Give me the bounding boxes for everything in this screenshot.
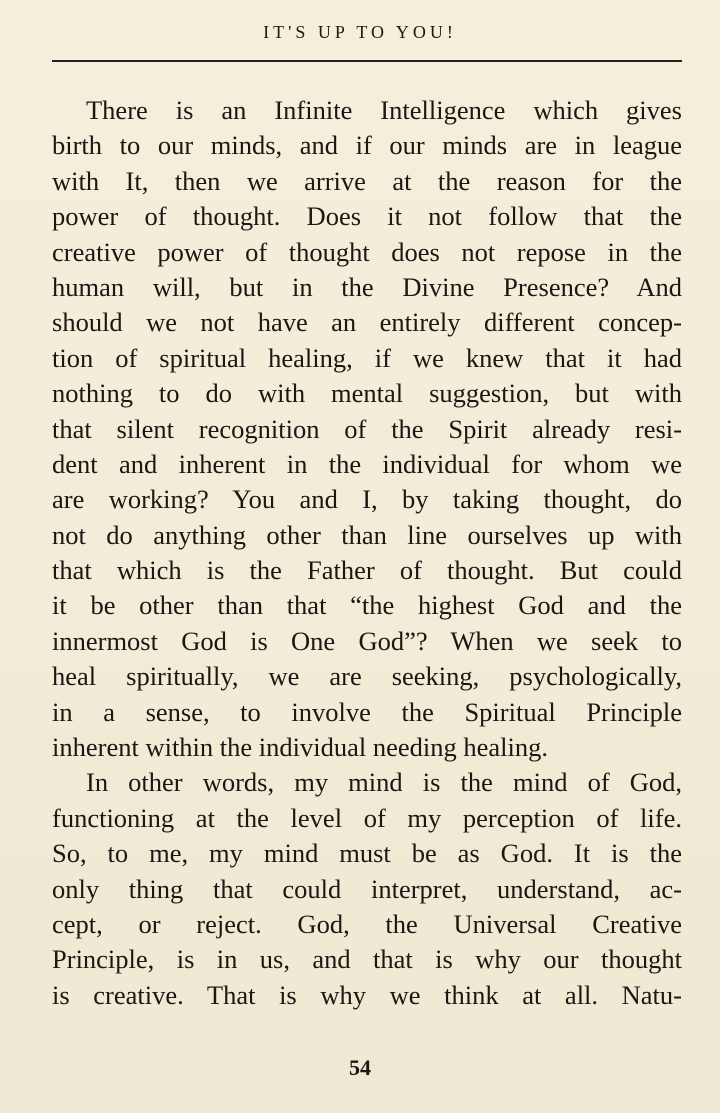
text-line: nothing to do with mental suggestion, but with — [52, 378, 682, 409]
text-line: innermost God is One God”? When we seek to — [52, 625, 682, 656]
text-line: that which is the Father of thought. But could — [52, 555, 682, 586]
text-line: dent and inherent in the individual for whom we — [52, 448, 682, 479]
page-number: 54 — [349, 1055, 371, 1080]
text-line: should we not have an entirely different concep- — [52, 307, 682, 338]
text-line: is creative. That is why we think at all. Natu- — [52, 979, 682, 1010]
text-line: are working? You and I, by taking thought, do — [52, 484, 682, 515]
body-text — [52, 93, 682, 1013]
text-line: human will, but in the Divine Presence? And — [52, 271, 682, 302]
text-line: that silent recognition of the Spirit already resi- — [52, 413, 682, 444]
text-line: heal spiritually, we are seeking, psychologically, — [52, 661, 682, 692]
text-line: cept, or reject. God, the Universal Creative — [52, 908, 682, 939]
text-line: creative power of thought does not repose in the — [52, 236, 682, 267]
text-line: There is an Infinite Intelligence which gives — [86, 95, 682, 125]
text-line: with It, then we arrive at the reason for the — [52, 165, 682, 196]
text-line: In other words, my mind is the mind of God, — [86, 767, 682, 798]
text-line: birth to our minds, and if our minds are in league — [52, 130, 682, 161]
text-line: in a sense, to involve the Spiritual Principle — [52, 696, 682, 727]
running-head: IT'S UP TO YOU! — [263, 22, 457, 42]
text-line: So, to me, my mind must be as God. It is the — [52, 838, 682, 869]
text-line: it be other than that “the highest God and the — [52, 590, 682, 621]
text-line: power of thought. Does it not follow that the — [52, 201, 682, 232]
text-line: Principle, is in us, and that is why our thought — [52, 944, 682, 975]
text-line: tion of spiritual healing, if we knew that it had — [52, 342, 682, 373]
text-line: inherent within the individual needing healing. — [52, 732, 549, 763]
text-line: only thing that could interpret, understand, ac- — [52, 873, 682, 904]
text-line: not do anything other than line ourselves up with — [52, 519, 682, 550]
header-rule — [52, 60, 682, 62]
text-line: functioning at the level of my perception of life. — [52, 802, 682, 833]
